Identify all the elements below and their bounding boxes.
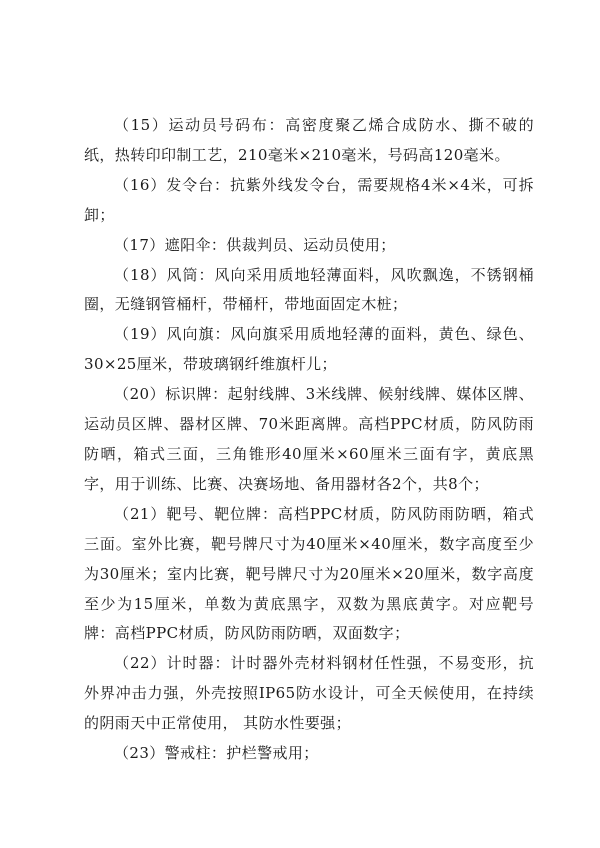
item-16-paragraph: （16）发令台：抗紫外线发令台，需要规格4米×4米，可拆卸； [84, 175, 534, 224]
item-21-paragraph: （21）靶号、靶位牌：高档PPC材质，防风防雨防晒，箱式三面。室外比赛，靶号牌尺寸为40厘米×40厘米，数字高度至少为30厘米；室内比赛，靶号牌尺寸为20厘米×20厘米，数字高度至少为15厘米，单数为黄底黑字，双数为黑底黄字。对应靶号牌：高档PPC材质，防风防雨防晒，双面数字； [84, 504, 534, 643]
item-15-paragraph: （15）运动员号码布：高密度聚乙烯合成防水、撕不破的纸，热转印印制工艺，210毫米×210毫米，号码高120毫米。 [84, 116, 534, 164]
item-19-paragraph: （19）风向旗：风向旗采用质地轻薄的面料，黄色、绿色、30×25厘米，带玻璃钢纤维旗杆儿； [84, 325, 534, 374]
item-20-paragraph: （20）标识牌：起射线牌、3米线牌、候射线牌、媒体区牌、运动员区牌、器材区牌、70米距离牌。高档PPC材质，防风防雨防晒，箱式三面，三角锥形40厘米×60厘米三面有字，黄底黑字，用于训练、比赛、决赛场地、备用器材各2个，共8个； [84, 385, 534, 493]
item-17-paragraph: （17）遮阳伞：供裁判员、运动员使用； [114, 235, 396, 254]
document-body [84, 111, 534, 769]
item-18-paragraph: （18）风筒：风向采用质地轻薄面料，风吹飘逸，不锈钢桶圈，无缝钢管桶杆，带桶杆，带地面固定木桩； [84, 265, 534, 314]
item-23-paragraph: （23）警戒柱：护栏警戒用； [114, 744, 319, 763]
item-22-paragraph: （22）计时器：计时器外壳材料钢材任性强，不易变形，抗外界冲击力强，外壳按照IP65防水设计，可全天候使用，在持续的阴雨天中正常使用， 其防水性要强； [84, 654, 534, 733]
